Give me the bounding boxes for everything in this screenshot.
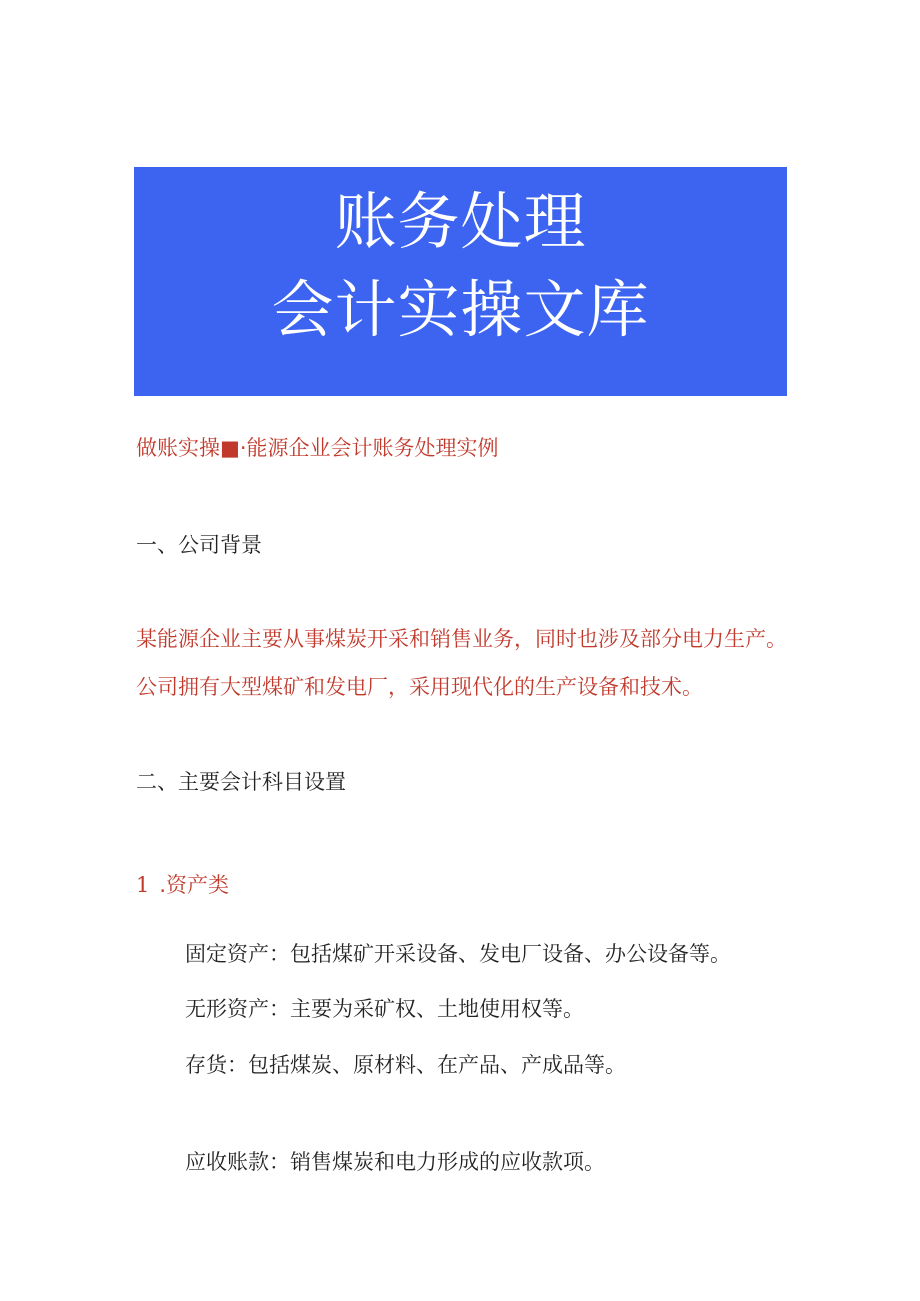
background-paragraph-line2: 公司拥有大型煤矿和发电厂，采用现代化的生产设备和技术。: [136, 675, 703, 699]
asset-item-inventory: 存货：包括煤炭、原材料、在产品、产成品等。: [185, 1053, 626, 1077]
banner-title-line1: 账务处理: [334, 185, 587, 258]
asset-item-fixed-assets: 固定资产：包括煤矿开采设备、发电厂设备、办公设备等。: [185, 942, 731, 966]
document-title: 做账实操■·能源企业会计账务处理实例: [136, 436, 499, 460]
banner-title-line2: 会计实操文库: [271, 273, 650, 346]
asset-item-receivables: 应收账款：销售煤炭和电力形成的应收款项。: [185, 1150, 605, 1174]
subsection-assets: [136, 873, 229, 897]
subsection-label: .资产类: [159, 873, 230, 897]
subsection-number: 1: [136, 873, 150, 897]
background-paragraph-line1: 某能源企业主要从事煤炭开采和销售业务，同时也涉及部分电力生产。: [136, 627, 787, 651]
title-banner: [134, 167, 787, 396]
asset-item-intangible-assets: 无形资产：主要为采矿权、土地使用权等。: [185, 997, 584, 1021]
section-heading-background: 一、公司背景: [136, 533, 262, 557]
section-heading-accounts: 二、主要会计科目设置: [136, 770, 346, 794]
